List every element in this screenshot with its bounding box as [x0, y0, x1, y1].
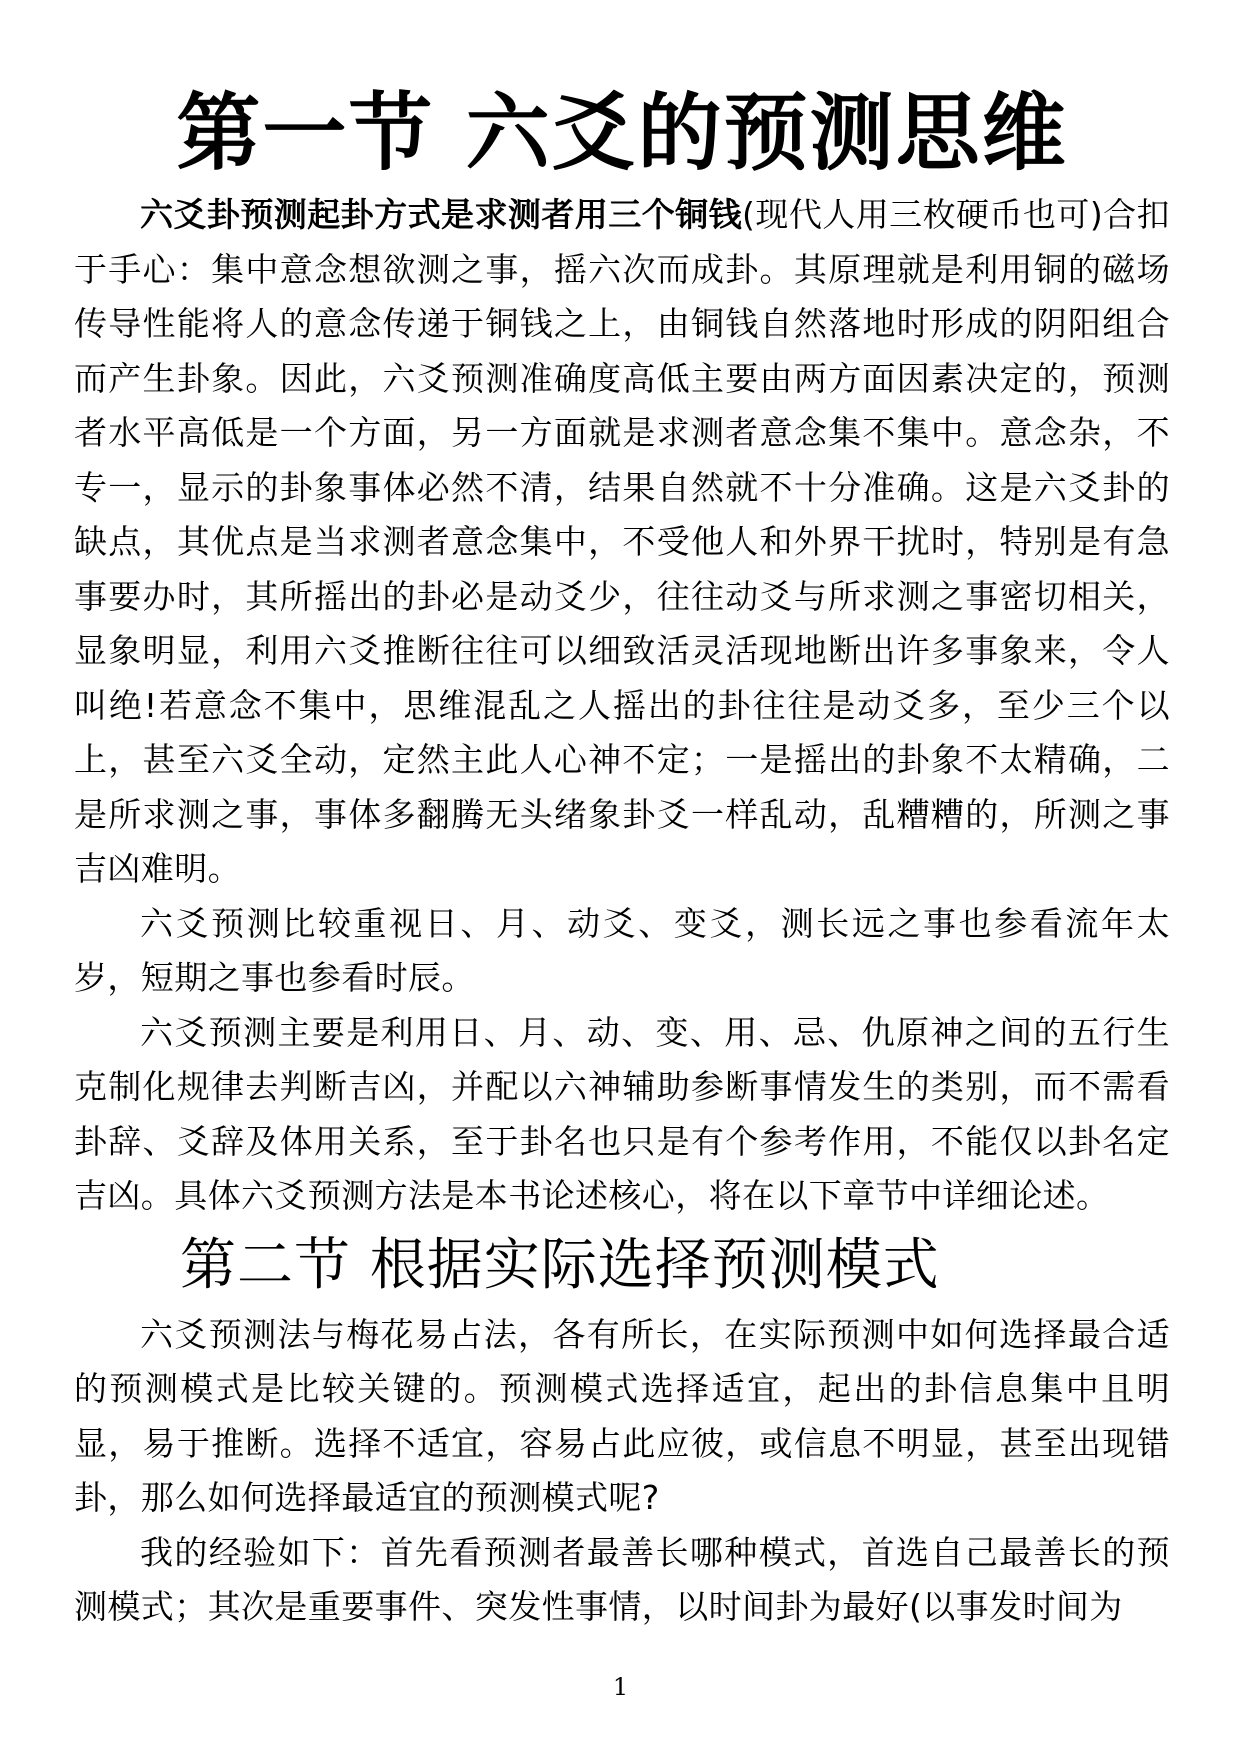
paragraph-body: (现代人用三枚硬币也可)合扣于手心：集中意念想欲测之事，摇六次而成卦。其原理就是利用铜的磁场传导性能将人的意念传递于铜钱之上，由铜钱自然落地时形成的阴阳组合而产生卦象。因此，六爻预测准确度高低主要由两方面因素决定的，预测者水平高低是一个方面，另一方面就是求测者意念集不集中。意念杂，不专一，显示的卦象事体必然不清，结果自然就不十分准确。这是六爻卦的缺点，其优点是当求测者意念集中，不受他人和外界干扰时，特别是有急事要办时，其所摇出的卦必是动爻少，往往动爻与所求测之事密切相关，显象明显，利用六爻推断往往可以细致活灵活现地断出许多事象来，令人叫绝!若意念不集中，思维混乱之人摇出的卦往往是动爻多，至少三个以上，甚至六爻全动，定然主此人心神不定；一是摇出的卦象不太精确，二是所求测之事，事体多翻腾无头绪象卦爻一样乱动，乱糟糟的，所测之事吉凶难明。	[74, 195, 1170, 888]
paragraph-lead-bold: 六爻卦预测起卦方式是求测者用三个铜钱	[140, 195, 743, 234]
section-1-paragraph-3: 六爻预测主要是利用日、月、动、变、用、忌、仇原神之间的五行生克制化规律去判断吉凶，并配以六神辅助参断事情发生的类别，而不需看卦辞、爻辞及体用关系，至于卦名也只是有个参考作用，不能仅以卦名定吉凶。具体六爻预测方法是本书论述核心，将在以下章节中详细论述。	[74, 1012, 1170, 1215]
section-1-paragraph-1	[74, 188, 1170, 897]
section-1-title: 第一节 六爻的预测思维	[176, 84, 1068, 182]
page-number: 1	[612, 1673, 629, 1701]
section-2-paragraph-1: 六爻预测法与梅花易占法，各有所长，在实际预测中如何选择最合适的预测模式是比较关键的。预测模式选择适宜，起出的卦信息集中且明显，易于推断。选择不适宜，容易占此应彼，或信息不明显，甚至出现错卦，那么如何选择最适宜的预测模式呢?	[74, 1314, 1170, 1517]
section-1-paragraph-2: 六爻预测比较重视日、月、动爻、变爻，测长远之事也参看流年太岁，短期之事也参看时辰。	[74, 903, 1170, 997]
page-content	[74, 78, 1170, 1635]
section-2-title: 第二节 根据实际选择预测模式	[180, 1232, 940, 1298]
section-2-paragraph-2: 我的经验如下：首先看预测者最善长哪种模式，首选自己最善长的预测模式；其次是重要事件、突发性事情，以时间卦为最好(以事发时间为	[74, 1532, 1170, 1626]
